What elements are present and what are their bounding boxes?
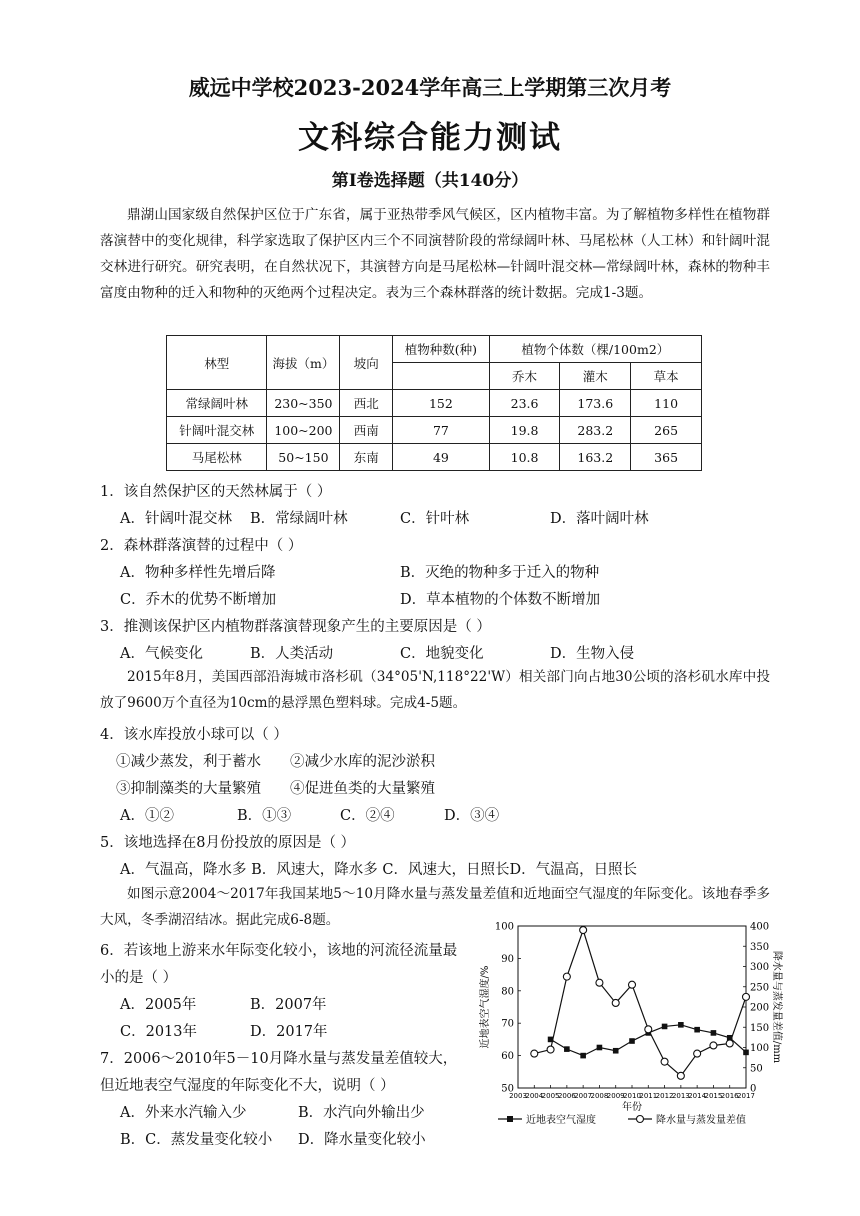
precip-evap-point xyxy=(726,1040,733,1047)
q5-stem: 5．该地选择在8月份投放的原因是（ ） xyxy=(100,835,356,851)
cell-shrub: 283.2 xyxy=(560,417,631,444)
x-tick-label: 2004 xyxy=(525,1092,544,1100)
cell-forest: 马尾松林 xyxy=(167,444,267,471)
header-tree: 乔木 xyxy=(489,363,560,390)
y-right-tick-label: 250 xyxy=(750,982,770,994)
x-tick-label: 2016 xyxy=(720,1092,739,1100)
table-row xyxy=(167,417,702,444)
x-tick-label: 2007 xyxy=(574,1092,593,1100)
header-forest-type: 林型 xyxy=(167,336,267,390)
q7-option-b: B．水汽向外输出少 xyxy=(298,1105,425,1121)
header-slope: 坡向 xyxy=(340,336,393,390)
q6-option-c: C．2013年 xyxy=(120,1024,197,1040)
precip-evap-point xyxy=(645,1026,652,1033)
y-left-axis-label: 近地表空气湿度/% xyxy=(480,965,491,1049)
q6-stem-line1: 6．若该地上游来水年际变化较小，该地的河流径流量最 xyxy=(100,943,458,959)
humidity-precip-chart xyxy=(478,912,782,1134)
humidity-point xyxy=(711,1030,717,1036)
q4-statement-2: ②减少水库的泥沙淤积 xyxy=(290,754,435,770)
precip-evap-point xyxy=(596,979,603,986)
precip-evap-point xyxy=(629,981,636,988)
cell-tree: 19.8 xyxy=(489,417,560,444)
cell-shrub: 173.6 xyxy=(560,390,631,417)
x-tick-label: 2010 xyxy=(623,1092,641,1100)
humidity-point xyxy=(743,1050,749,1056)
q2-option-b: B．灭绝的物种多于迁入的物种 xyxy=(400,565,600,581)
q4-option-d: D．③④ xyxy=(444,808,500,824)
section-title: 第Ⅰ卷选择题（共140分） xyxy=(331,171,529,191)
cell-alt: 50~150 xyxy=(267,444,340,471)
passage-3: 如图示意2004～2017年我国某地5～10月降水量与蒸发量差值和近地面空气湿度的年际变化。该地春季多大风，冬季湖沼结冰。据此完成6-8题。 xyxy=(100,886,770,928)
q4-statement-4: ④促进鱼类的大量繁殖 xyxy=(290,781,435,797)
header-herb: 草本 xyxy=(631,363,702,390)
x-tick-label: 2005 xyxy=(541,1092,560,1100)
q7-stem-line1: 7．2006～2010年5－10月降水量与蒸发量差值较大， xyxy=(100,1051,458,1067)
q2-option-a: A．物种多样性先增后降 xyxy=(120,565,276,581)
humidity-point xyxy=(580,1053,586,1059)
legend-marker-precip-evap xyxy=(637,1116,644,1123)
legend-label-precip-evap: 降水量与蒸发量差值 xyxy=(656,1115,746,1126)
precip-evap-point xyxy=(547,1046,554,1053)
q1-option-a: A．针阔叶混交林 xyxy=(120,511,232,527)
q2-option-c: C．乔木的优势不断增加 xyxy=(120,592,277,608)
precip-evap-point xyxy=(531,1050,538,1057)
y-left-tick-label: 50 xyxy=(501,1083,514,1095)
q4-option-b: B．①③ xyxy=(237,808,292,824)
cell-forest: 针阔叶混交林 xyxy=(167,417,267,444)
table-row xyxy=(167,444,702,471)
legend-marker-humidity xyxy=(507,1116,513,1122)
cell-herb: 265 xyxy=(631,417,702,444)
q5-options: A．气温高，降水多 B．风速大，降水多 C．风速大，日照长D．气温高，日照长 xyxy=(120,862,638,878)
x-tick-label: 2003 xyxy=(509,1092,527,1100)
humidity-point xyxy=(662,1024,668,1030)
q3-option-d: D．生物入侵 xyxy=(550,646,635,662)
passage-1: 鼎湖山国家级自然保护区位于广东省，属于亚热带季风气候区，区内植物丰富。为了解植物多样性在植物群落演替中的变化规律，科学家选取了保护区内三个不同演替阶段的常绿阔叶林、马尾松林（人工林）和针阔叶混交林进行研究。研究表明，在自然状况下，其演替方向是马尾松林—针阔叶混交林—常绿阔叶林，森林的物种丰富度由物种的迁入和物种的灭绝两个过程决定。表为三个森林群落的统计数据。完成1-3题。 xyxy=(100,207,770,301)
q6-stem-line2: 小的是（ ） xyxy=(100,970,178,986)
cell-forest: 常绿阔叶林 xyxy=(167,390,267,417)
humidity-point xyxy=(678,1022,684,1028)
precip-evap-point xyxy=(580,927,587,934)
precip-evap-point xyxy=(612,999,619,1006)
q6-option-a: A．2005年 xyxy=(120,997,197,1013)
x-tick-label: 2006 xyxy=(557,1092,576,1100)
subject-title: 文科综合能力测试 xyxy=(298,120,562,156)
q2-option-d: D．草本植物的个体数不断增加 xyxy=(400,592,601,608)
y-right-tick-label: 400 xyxy=(750,921,770,933)
y-right-tick-label: 300 xyxy=(750,962,770,973)
y-right-tick-label: 350 xyxy=(750,941,770,953)
cell-alt: 100~200 xyxy=(267,417,340,444)
q7-option-c: B．C．蒸发量变化较小 xyxy=(120,1132,273,1148)
precip-evap-point xyxy=(661,1058,668,1065)
x-tick-label: 2008 xyxy=(590,1092,609,1100)
series-line-2 xyxy=(534,930,746,1076)
header-count: 植物个体数（棵/100m2） xyxy=(489,336,701,363)
q4-statement-1: ①减少蒸发，利于蓄水 xyxy=(116,754,261,770)
cell-tree: 10.8 xyxy=(489,444,560,471)
humidity-point xyxy=(613,1048,619,1054)
humidity-point xyxy=(597,1045,603,1051)
precip-evap-point xyxy=(677,1072,684,1079)
q1-stem: 1．该自然保护区的天然林属于（ ） xyxy=(100,484,332,500)
q7-option-a: A．外来水汽输入少 xyxy=(120,1105,247,1121)
y-right-tick-label: 200 xyxy=(750,1002,770,1014)
forest-stats-table xyxy=(166,335,702,471)
cell-slope: 西北 xyxy=(340,390,393,417)
cell-species: 77 xyxy=(393,417,490,444)
q7-stem-line2: 但近地表空气湿度的年际变化不大，说明（ ） xyxy=(100,1078,395,1094)
precip-evap-point xyxy=(743,993,750,1000)
q3-option-c: C．地貌变化 xyxy=(400,646,484,662)
x-tick-label: 2017 xyxy=(737,1092,755,1100)
y-left-tick-label: 80 xyxy=(501,986,514,998)
y-left-tick-label: 90 xyxy=(501,953,514,965)
plot-frame xyxy=(518,926,746,1088)
cell-alt: 230~350 xyxy=(267,390,340,417)
q3-option-b: B．人类活动 xyxy=(250,646,334,662)
header-species: 植物种数(种) xyxy=(393,336,490,363)
cell-shrub: 163.2 xyxy=(560,444,631,471)
y-right-tick-label: 0 xyxy=(750,1083,757,1095)
y-left-tick-label: 100 xyxy=(494,921,514,933)
q3-option-a: A．气候变化 xyxy=(120,646,203,662)
x-tick-label: 2014 xyxy=(688,1092,707,1100)
cell-slope: 西南 xyxy=(340,417,393,444)
header-shrub: 灌木 xyxy=(560,363,631,390)
y-left-tick-label: 60 xyxy=(501,1051,514,1063)
humidity-point xyxy=(548,1037,554,1043)
q7-option-d: D．降水量变化较小 xyxy=(298,1132,426,1148)
y-right-tick-label: 150 xyxy=(750,1022,770,1034)
precip-evap-point xyxy=(710,1042,717,1049)
x-tick-label: 2011 xyxy=(639,1092,658,1100)
header-altitude: 海拔（m） xyxy=(267,336,340,390)
x-tick-label: 2015 xyxy=(704,1092,723,1100)
q4-statement-3: ③抑制藻类的大量繁殖 xyxy=(116,781,261,797)
humidity-point xyxy=(629,1038,635,1044)
cell-tree: 23.6 xyxy=(489,390,560,417)
q4-stem: 4．该水库投放小球可以（ ） xyxy=(100,727,288,743)
cell-species: 152 xyxy=(393,390,490,417)
y-left-tick-label: 70 xyxy=(501,1018,514,1030)
cell-herb: 110 xyxy=(631,390,702,417)
precip-evap-point xyxy=(563,973,570,980)
cell-species: 49 xyxy=(393,444,490,471)
y-right-axis-label: 降水量与蒸发量差值/mm xyxy=(771,950,782,1064)
q1-option-b: B．常绿阔叶林 xyxy=(250,511,348,527)
q4-option-c: C．②④ xyxy=(340,808,395,824)
table-row xyxy=(167,390,702,417)
q1-option-d: D．落叶阔叶林 xyxy=(550,511,649,527)
humidity-point xyxy=(694,1027,700,1033)
q6-option-d: D．2017年 xyxy=(250,1024,328,1040)
humidity-point xyxy=(564,1046,570,1052)
q6-option-b: B．2007年 xyxy=(250,997,327,1013)
x-tick-label: 2013 xyxy=(671,1092,690,1100)
x-tick-label: 2012 xyxy=(655,1092,674,1100)
cell-herb: 365 xyxy=(631,444,702,471)
header-species-blank xyxy=(393,363,490,390)
x-axis-label: 年份 xyxy=(622,1102,642,1113)
y-right-tick-label: 50 xyxy=(750,1063,763,1075)
q1-option-c: C．针叶林 xyxy=(400,511,470,527)
y-right-tick-label: 100 xyxy=(750,1043,770,1054)
passage-2: 2015年8月，美国西部沿海城市洛杉矶（34°05'N,118°22'W）相关部门向占地30公顷的洛杉矶水库中投放了9600万个直径为10cm的悬浮黑色塑料球。完成4-5题。 xyxy=(100,669,770,711)
x-tick-label: 2009 xyxy=(606,1092,625,1100)
precip-evap-point xyxy=(694,1050,701,1057)
school-title: 威远中学校2023-2024学年高三上学期第三次月考 xyxy=(188,75,672,100)
q2-stem: 2．森林群落演替的过程中（ ） xyxy=(100,538,303,554)
legend-label-humidity: 近地表空气湿度 xyxy=(526,1115,596,1126)
q3-stem: 3．推测该保护区内植物群落演替现象产生的主要原因是（ ） xyxy=(100,619,491,635)
cell-slope: 东南 xyxy=(340,444,393,471)
q4-option-a: A．①② xyxy=(120,808,174,824)
